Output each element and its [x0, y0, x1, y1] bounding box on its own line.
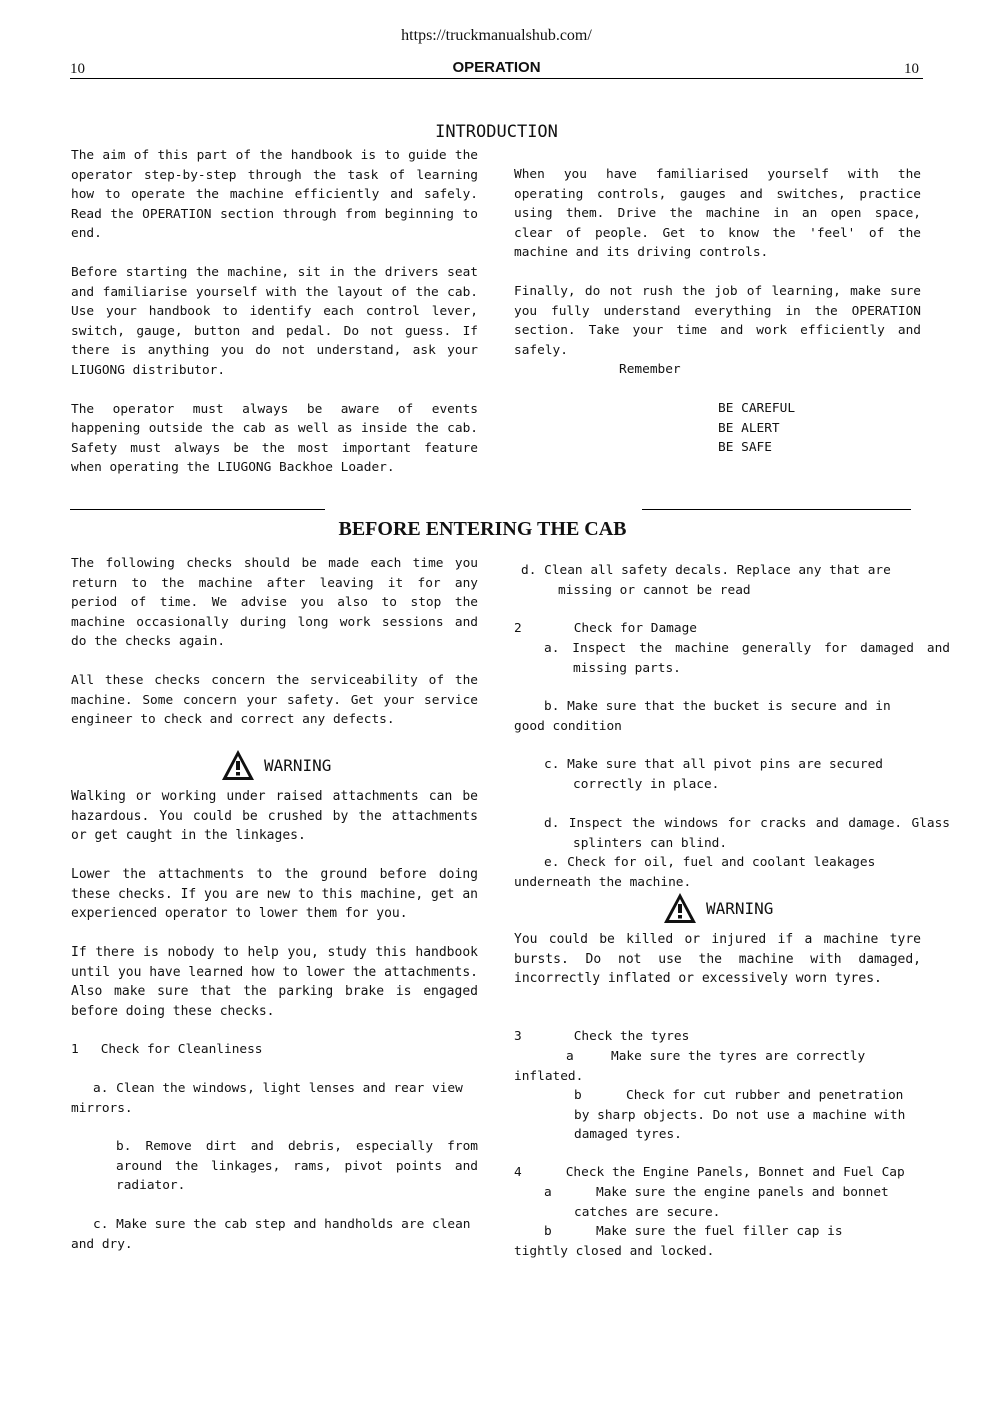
check2-item-d: d. Inspect the windows for cracks and damage. Glass splinters can blind.: [544, 816, 950, 851]
section-title: BEFORE ENTERING THE CAB: [338, 518, 627, 540]
warning-label: WARNING: [264, 755, 332, 775]
warning-label: WARNING: [706, 898, 774, 918]
warning-heading: [220, 748, 331, 782]
check1-item-a: a. Clean the windows, light lenses and rear view mirrors.: [71, 1081, 463, 1116]
check1-heading: [71, 1040, 263, 1060]
cab-paragraph: All these checks concern the serviceability of the machine. Some concern your safety. Get your service engineer to check and correct any defects.: [71, 673, 478, 727]
check4-item-b: Make sure the fuel filler cap is tightly closed and locked.: [514, 1224, 843, 1259]
check3-item-b: Check for cut rubber and penetration by sharp objects. Do not use a machine with damaged tyres.: [574, 1088, 906, 1142]
check3-item-a: Make sure the tyres are correctly inflated.: [514, 1049, 866, 1084]
intro-paragraph: Finally, do not rush the job of learning, make sure you fully understand everything in the OPERATION section. Take your time and work efficiently and safely.: [514, 284, 921, 358]
check-number: 3: [514, 1029, 522, 1044]
intro-paragraph: The operator must always be aware of events happening outside the cab as well as inside the cab. Safety must always be the most important feature when operating the LIUGONG Backhoe Loader.: [71, 401, 478, 475]
cab-paragraph: The following checks should be made each time you return to the machine after leaving it for any period of time. We advise you also to stop the machine occasionally during long work sessions and do the checks again.: [71, 556, 478, 649]
check4-letter-a: a: [544, 1185, 552, 1200]
warning-body: [71, 787, 478, 1021]
intro-paragraph: When you have familiarised yourself with the operating controls, gauges and switches, practice using them. Drive the machine in an open space, clear of people. Get to know the 'feel' of the machine and its driving controls.: [514, 167, 921, 260]
intro-left-column: [71, 146, 478, 478]
slogan: BE ALERT: [718, 420, 780, 436]
warning-heading: [662, 891, 773, 925]
check2-heading: [514, 619, 697, 639]
warning-paragraph: Lower the attachments to the ground before doing these checks. If you are new to this machine, get an experienced operator to lower them for you.: [71, 867, 478, 921]
check1-item-d: d. Clean all safety decals. Replace any that are missing or cannot be read: [521, 563, 891, 598]
intro-title: INTRODUCTION: [435, 122, 558, 142]
warning-body: You could be killed or injured if a machine tyre bursts. Do not use the machine with damaged, incorrectly inflated or excessively worn tyres.: [514, 932, 921, 986]
intro-paragraph: Before starting the machine, sit in the drivers seat and familiarise yourself with the layout of the cab. Use your handbook to identify each control lever, switch, gauge, button and pedal. Do not guess. If there is anything you do not understand, ask your LIUGONG distributor.: [71, 265, 478, 378]
page-number-right: 10: [904, 61, 919, 77]
check-title: Check the Engine Panels, Bonnet and Fuel Cap: [565, 1165, 905, 1180]
warning-paragraph: If there is nobody to help you, study this handbook until you have learned how to lower the attachments. Also make sure that the parking brake is engaged before doing these checks.: [71, 945, 478, 1019]
check1-item-b: b. Remove dirt and debris, especially from around the linkages, rams, pivot points and radiator.: [116, 1139, 478, 1193]
check4-item-a: Make sure the engine panels and bonnet catches are secure.: [574, 1185, 889, 1220]
check4-heading: [514, 1163, 905, 1183]
running-header: OPERATION: [452, 59, 541, 76]
cab-left-column: [71, 554, 478, 730]
check-number: 2: [514, 621, 522, 636]
slogan: BE CAREFUL: [718, 401, 796, 416]
intro-paragraph: The aim of this part of the handbook is to guide the operator step-by-step through the task of learning how to operate the machine efficiently and safely. Read the OPERATION section through from beginning to end.: [71, 148, 478, 241]
check2-item-e: e. Check for oil, fuel and coolant leakages underneath the machine.: [514, 855, 876, 890]
check-title: Check for Cleanliness: [100, 1042, 263, 1057]
check3-letter-a: a: [566, 1049, 574, 1064]
check-title: Check the tyres: [573, 1029, 690, 1044]
slogan: BE SAFE: [718, 440, 772, 455]
remember-label: Remember: [619, 362, 681, 377]
check2-item-b: b. Make sure that the bucket is secure and in good condition: [514, 699, 891, 734]
warning-triangle-icon: [220, 748, 256, 782]
check-number: 1: [71, 1042, 79, 1057]
check1-item-c: c. Make sure the cab step and handholds are clean and dry.: [71, 1217, 471, 1252]
check2-item-a: a. Inspect the machine generally for damaged and missing parts.: [544, 641, 950, 676]
check3-letter-b: b: [574, 1088, 582, 1103]
slogans: [718, 399, 795, 458]
check4-letter-b: b: [544, 1224, 552, 1239]
page-number-left: 10: [70, 61, 85, 77]
header-rule: [70, 78, 923, 79]
section-rule-left: [70, 509, 325, 510]
source-url: https://truckmanualshub.com/: [401, 27, 592, 44]
check3-heading: [514, 1027, 689, 1047]
intro-right-column: [514, 165, 921, 360]
check-title: Check for Damage: [573, 621, 697, 636]
check2-item-c: c. Make sure that all pivot pins are secured correctly in place.: [544, 757, 883, 792]
warning-paragraph: Walking or working under raised attachments can be hazardous. You could be crushed by the attachments or get caught in the linkages.: [71, 789, 478, 843]
section-rule-right: [642, 509, 911, 510]
warning-triangle-icon: [662, 891, 698, 925]
check-number: 4: [514, 1165, 522, 1180]
